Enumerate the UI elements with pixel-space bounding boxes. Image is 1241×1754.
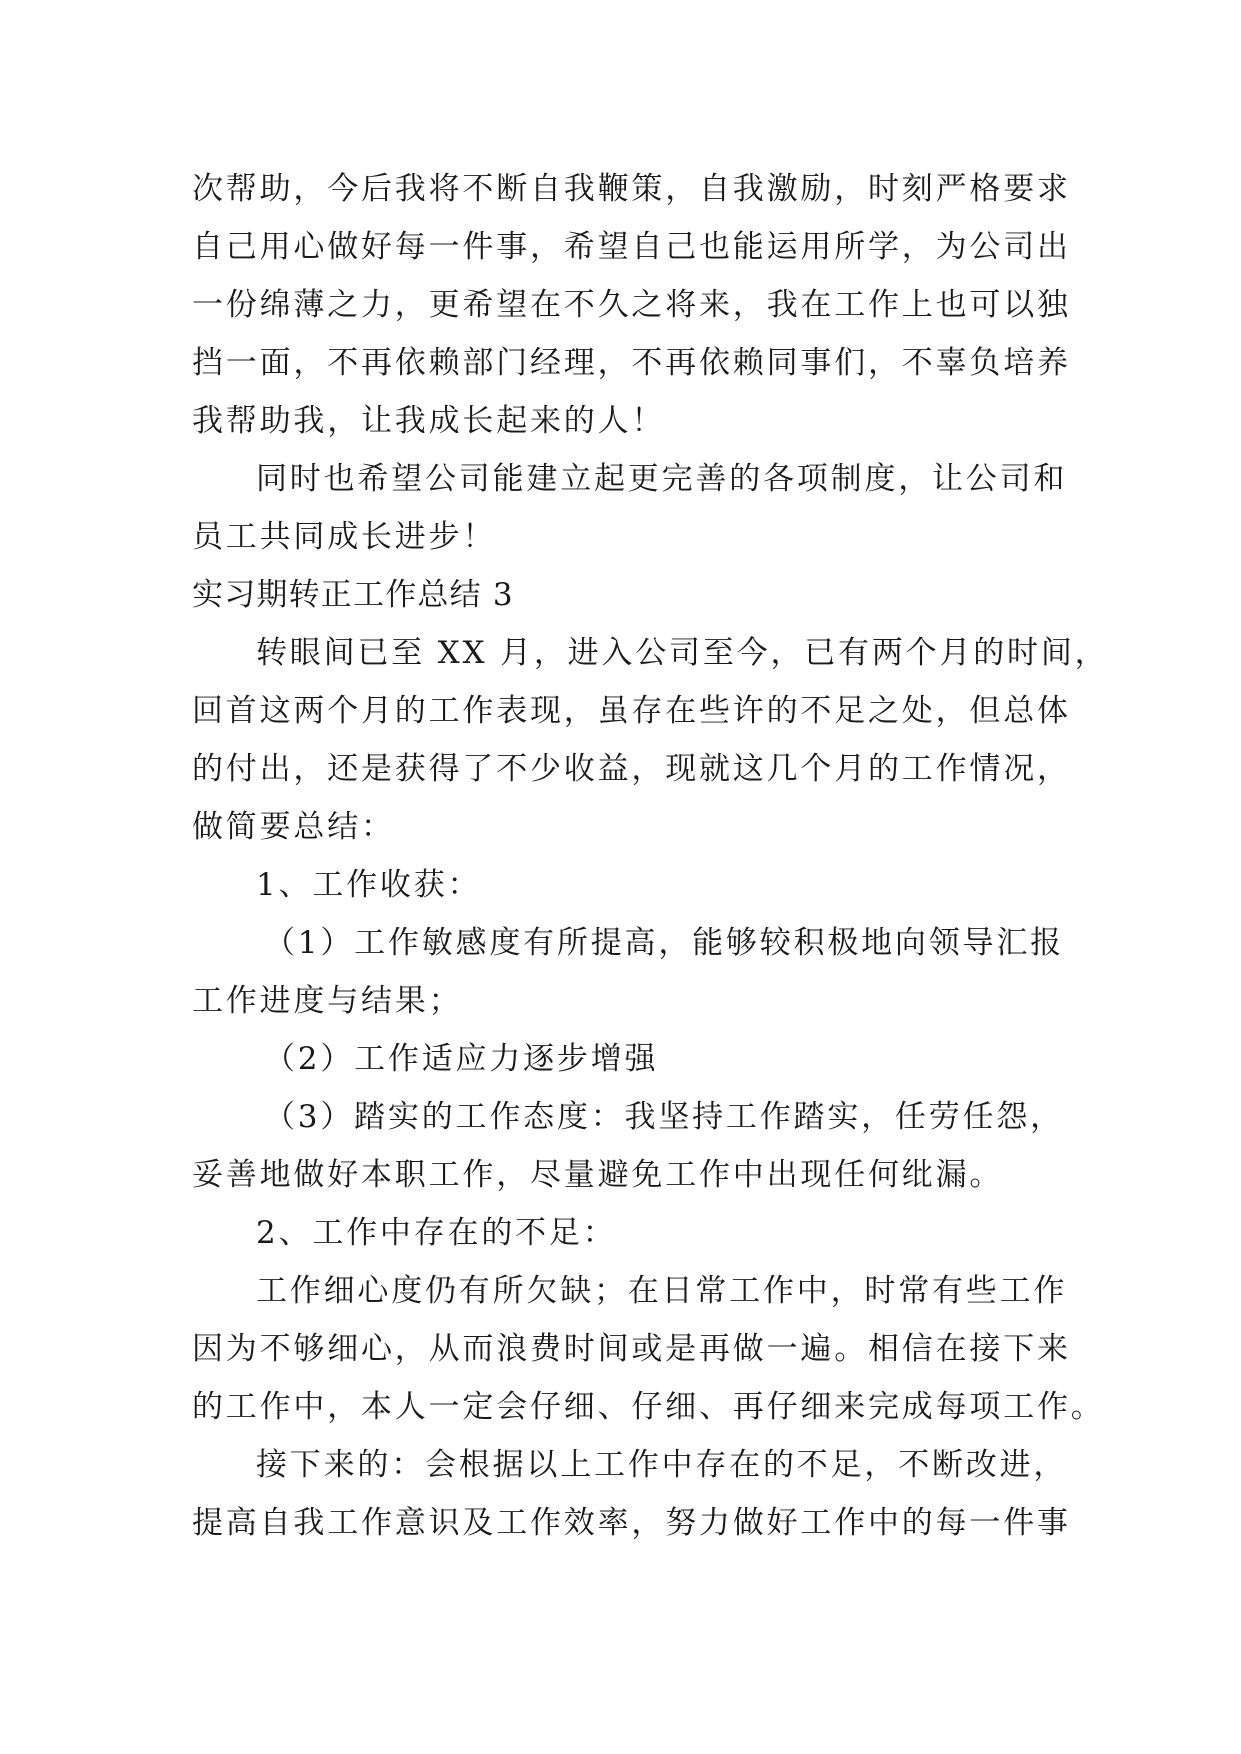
- paragraph-first-line: 转眼间已至 XX 月，进入公司至今，已有两个月的时间，: [256, 635, 1109, 671]
- text-line: 做简要总结：: [192, 809, 395, 845]
- text-line: 次帮助，今后我将不断自我鞭策，自我激励，时刻严格要求: [192, 171, 1071, 207]
- list-item: （2）工作适应力逐步增强: [264, 1041, 659, 1077]
- text-line: 员工共同成长进步！: [192, 519, 497, 555]
- text-line: 提高自我工作意识及工作效率，努力做好工作中的每一件事: [192, 1505, 1071, 1541]
- paragraph-first-line: 工作细心度仍有所欠缺；在日常工作中，时常有些工作: [256, 1273, 1068, 1309]
- section-heading: 实习期转正工作总结 3: [192, 577, 514, 613]
- text-line: 挡一面，不再依赖部门经理，不再依赖同事们，不辜负培养: [192, 345, 1071, 381]
- list-item: （1）工作敏感度有所提高，能够较积极地向领导汇报: [264, 925, 1064, 961]
- text-line: 自己用心做好每一件事，希望自己也能运用所学，为公司出: [192, 229, 1071, 265]
- list-heading: 2、工作中存在的不足：: [256, 1215, 617, 1251]
- text-line: 的工作中，本人一定会仔细、仔细、再仔细来完成每项工作。: [192, 1389, 1105, 1425]
- text-line: 工作进度与结果；: [192, 983, 463, 1019]
- paragraph-first-line: 接下来的：会根据以上工作中存在的不足，不断改进，: [256, 1447, 1068, 1483]
- paragraph-first-line: 同时也希望公司能建立起更完善的各项制度，让公司和: [256, 461, 1068, 497]
- text-line: 因为不够细心，从而浪费时间或是再做一遍。相信在接下来: [192, 1331, 1071, 1367]
- text-line: 一份绵薄之力，更希望在不久之将来，我在工作上也可以独: [192, 287, 1071, 323]
- text-line: 的付出，还是获得了不少收益，现就这几个月的工作情况，: [192, 751, 1071, 787]
- list-heading: 1、工作收获：: [256, 867, 482, 903]
- document-body: [192, 160, 1109, 1552]
- list-item: （3）踏实的工作态度：我坚持工作踏实，任劳任怨，: [264, 1099, 1064, 1135]
- text-line: 回首这两个月的工作表现，虽存在些许的不足之处，但总体: [192, 693, 1071, 729]
- text-line: 我帮助我，让我成长起来的人！: [192, 403, 666, 439]
- text-line: 妥善地做好本职工作，尽量避免工作中出现任何纰漏。: [192, 1157, 1004, 1193]
